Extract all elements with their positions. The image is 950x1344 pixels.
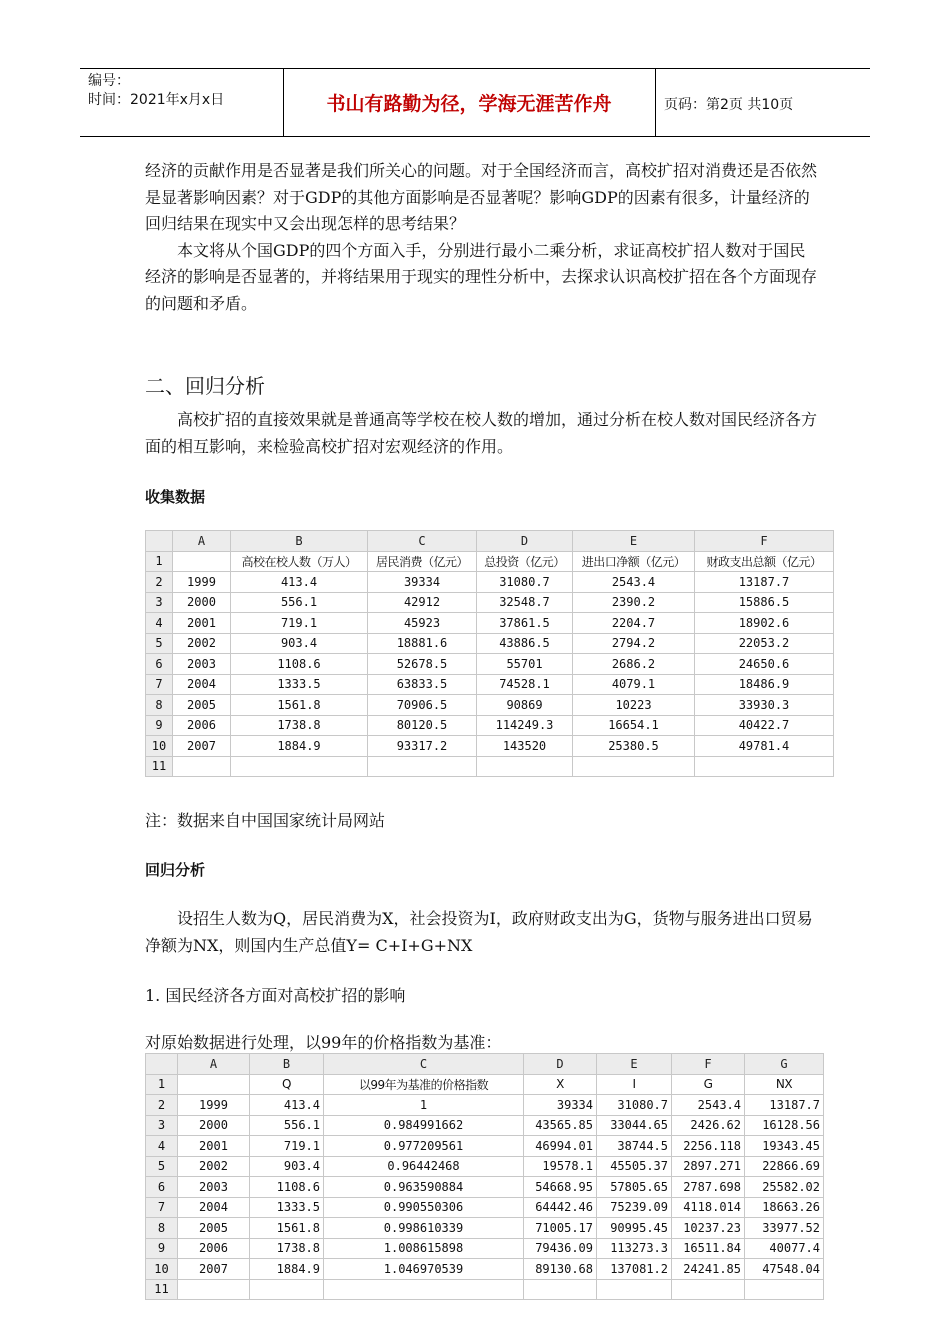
column-letter: F: [695, 531, 834, 552]
table-cell: 1738.8: [250, 1238, 324, 1259]
table-cell: 89130.68: [524, 1259, 597, 1280]
table-cell: 46994.01: [524, 1136, 597, 1157]
table-cell: 22866.69: [745, 1156, 824, 1177]
column-header: 高校在校人数（万人）: [231, 551, 368, 572]
table-row: [146, 695, 834, 716]
table-cell: [178, 1279, 250, 1300]
table-cell: 90995.45: [597, 1218, 672, 1239]
table-row: [146, 1218, 824, 1239]
column-header: 总投资（亿元）: [477, 551, 573, 572]
header-bottom-rule: [80, 136, 870, 137]
table-cell: 32548.7: [477, 592, 573, 613]
column-letter: F: [672, 1054, 745, 1075]
row-number: 3: [146, 1115, 178, 1136]
table-cell: 39334: [368, 572, 477, 593]
row-number: 6: [146, 654, 173, 675]
table-cell: 413.4: [250, 1095, 324, 1116]
table-cell: 113273.3: [597, 1238, 672, 1259]
table-row: [146, 1279, 824, 1300]
table-cell: 18881.6: [368, 633, 477, 654]
table-cell: 43886.5: [477, 633, 573, 654]
table-cell: 2686.2: [573, 654, 695, 675]
column-header: I: [597, 1074, 672, 1095]
table-cell: 13187.7: [745, 1095, 824, 1116]
section-paragraph: 高校扩招的直接效果就是普通高等学校在校人数的增加，通过分析在校人数对国民经济各方面的相互影响，来检验高校扩招对宏观经济的作用。: [145, 410, 818, 456]
table-cell: 40422.7: [695, 715, 834, 736]
table-cell: 47548.04: [745, 1259, 824, 1280]
table-cell: 45505.37: [597, 1156, 672, 1177]
table-cell: 16654.1: [573, 715, 695, 736]
table-row: [146, 674, 834, 695]
table-row: [146, 592, 834, 613]
column-letter: B: [231, 531, 368, 552]
column-header: G: [672, 1074, 745, 1095]
header-meta: [88, 72, 224, 110]
table-row: [146, 1156, 824, 1177]
table-cell: 40077.4: [745, 1238, 824, 1259]
table-cell: 719.1: [231, 613, 368, 634]
intro-paragraph-2: 本文将从个国GDP的四个方面入手，分别进行最小二乘分析，求证高校扩招人数对于国民经济的影响是否显著的，并将结果用于现实的理性分析中，去探求认识高校扩招在各个方面现存的问题和矛盾。: [145, 240, 818, 313]
table-cell: 25380.5: [573, 736, 695, 757]
table-cell: [672, 1279, 745, 1300]
header-divider-2: [655, 68, 656, 136]
table-cell: 25582.02: [745, 1177, 824, 1198]
table-row: [146, 1115, 824, 1136]
table-cell: 39334: [524, 1095, 597, 1116]
row-number: 5: [146, 1156, 178, 1177]
table-cell: 57805.65: [597, 1177, 672, 1198]
table-row: [146, 736, 834, 757]
table-cell: 37861.5: [477, 613, 573, 634]
table-cell: 63833.5: [368, 674, 477, 695]
item-1-title: 1. 国民经济各方面对高校扩招的影响: [145, 986, 406, 1005]
column-header: 进出口净额（亿元）: [573, 551, 695, 572]
price-adjusted-table: [145, 1053, 824, 1300]
table-cell: 16128.56: [745, 1115, 824, 1136]
table-cell: 33044.65: [597, 1115, 672, 1136]
column-letter-row: [146, 531, 834, 552]
table-cell: [250, 1279, 324, 1300]
table-cell: 1884.9: [250, 1259, 324, 1280]
table-cell: 903.4: [231, 633, 368, 654]
table-cell: 2006: [178, 1238, 250, 1259]
table-cell: 0.998610339: [324, 1218, 524, 1239]
table-cell: [695, 756, 834, 777]
table-cell: 2001: [178, 1136, 250, 1157]
table-cell: 1999: [173, 572, 231, 593]
table-cell: 42912: [368, 592, 477, 613]
row-number: 4: [146, 1136, 178, 1157]
table-header-row: [146, 551, 834, 572]
table-cell: 18486.9: [695, 674, 834, 695]
column-letter: A: [173, 531, 231, 552]
row-number: 11: [146, 756, 173, 777]
table-cell: 2543.4: [672, 1095, 745, 1116]
table-row: [146, 1177, 824, 1198]
table-cell: 2001: [173, 613, 231, 634]
table-cell: 1999: [178, 1095, 250, 1116]
table-cell: 18902.6: [695, 613, 834, 634]
table-cell: [324, 1279, 524, 1300]
table-cell: 18663.26: [745, 1197, 824, 1218]
table-cell: [368, 756, 477, 777]
table-cell: 1561.8: [250, 1218, 324, 1239]
column-letter: E: [597, 1054, 672, 1075]
table-cell: [597, 1279, 672, 1300]
table-cell: 137081.2: [597, 1259, 672, 1280]
table-cell: 64442.46: [524, 1197, 597, 1218]
table-cell: 24241.85: [672, 1259, 745, 1280]
table-cell: 22053.2: [695, 633, 834, 654]
row-number: 7: [146, 674, 173, 695]
table-cell: 2543.4: [573, 572, 695, 593]
table-row: [146, 756, 834, 777]
column-header: [173, 551, 231, 572]
table-cell: 4118.014: [672, 1197, 745, 1218]
table-row: [146, 633, 834, 654]
row-number: 11: [146, 1279, 178, 1300]
table-row: [146, 1095, 824, 1116]
table-row: [146, 715, 834, 736]
table-cell: 2004: [178, 1197, 250, 1218]
table-cell: 55701: [477, 654, 573, 675]
table-row: [146, 1197, 824, 1218]
table-cell: 0.990550306: [324, 1197, 524, 1218]
table-cell: 556.1: [231, 592, 368, 613]
page-info: 页码：第2页 共10页: [664, 97, 794, 113]
column-header: [178, 1074, 250, 1095]
table-cell: 556.1: [250, 1115, 324, 1136]
table-row: [146, 613, 834, 634]
table-cell: 52678.5: [368, 654, 477, 675]
column-header: 财政支出总额（亿元）: [695, 551, 834, 572]
table-cell: 2204.7: [573, 613, 695, 634]
table-cell: 1: [324, 1095, 524, 1116]
table-cell: 43565.85: [524, 1115, 597, 1136]
table-cell: 2005: [178, 1218, 250, 1239]
row-number: 2: [146, 1095, 178, 1116]
collect-data-heading: 收集数据: [145, 488, 206, 506]
table-cell: 13187.7: [695, 572, 834, 593]
table-cell: [477, 756, 573, 777]
table-cell: 114249.3: [477, 715, 573, 736]
row-number: 10: [146, 1259, 178, 1280]
data-source-note: 注：数据来自中国国家统计局网站: [145, 811, 386, 830]
table-cell: 2000: [178, 1115, 250, 1136]
table-cell: 33977.52: [745, 1218, 824, 1239]
table-cell: 80120.5: [368, 715, 477, 736]
column-letter: E: [573, 531, 695, 552]
table-cell: 70906.5: [368, 695, 477, 716]
row-number: 1: [146, 551, 173, 572]
header-motto: 书山有路勤为径，学海无涯苦作舟: [326, 92, 612, 115]
row-number: 3: [146, 592, 173, 613]
table-cell: 413.4: [231, 572, 368, 593]
table-cell: 1.046970539: [324, 1259, 524, 1280]
table-cell: 49781.4: [695, 736, 834, 757]
table-cell: 1333.5: [231, 674, 368, 695]
table-cell: 2787.698: [672, 1177, 745, 1198]
table-cell: 719.1: [250, 1136, 324, 1157]
table-cell: 2390.2: [573, 592, 695, 613]
table-cell: 10223: [573, 695, 695, 716]
table-cell: 4079.1: [573, 674, 695, 695]
row-number: 2: [146, 572, 173, 593]
table-row: [146, 1238, 824, 1259]
table-cell: 1561.8: [231, 695, 368, 716]
table-cell: 31080.7: [477, 572, 573, 593]
table-cell: 10237.23: [672, 1218, 745, 1239]
column-letter: C: [368, 531, 477, 552]
column-letter: G: [745, 1054, 824, 1075]
table-cell: 19343.45: [745, 1136, 824, 1157]
intro-text: [145, 158, 820, 317]
column-letter: D: [524, 1054, 597, 1075]
table-cell: 143520: [477, 736, 573, 757]
table-cell: 1738.8: [231, 715, 368, 736]
table-cell: 903.4: [250, 1156, 324, 1177]
table-cell: 2794.2: [573, 633, 695, 654]
table-cell: 45923: [368, 613, 477, 634]
column-header: Q: [250, 1074, 324, 1095]
row-number: 6: [146, 1177, 178, 1198]
table-cell: 2006: [173, 715, 231, 736]
table-cell: 79436.09: [524, 1238, 597, 1259]
row-number: 7: [146, 1197, 178, 1218]
table-cell: 16511.84: [672, 1238, 745, 1259]
number-label: 编号：: [88, 73, 130, 89]
table-cell: [231, 756, 368, 777]
row-number: 10: [146, 736, 173, 757]
row-number: 1: [146, 1074, 178, 1095]
table-cell: 24650.6: [695, 654, 834, 675]
table-cell: 1108.6: [250, 1177, 324, 1198]
table-cell: 1884.9: [231, 736, 368, 757]
column-header: 以99年为基准的价格指数: [324, 1074, 524, 1095]
table-cell: 19578.1: [524, 1156, 597, 1177]
table-cell: 2000: [173, 592, 231, 613]
table-cell: 38744.5: [597, 1136, 672, 1157]
table-cell: 71005.17: [524, 1218, 597, 1239]
table-row: [146, 1136, 824, 1157]
table-cell: 2004: [173, 674, 231, 695]
table-cell: [524, 1279, 597, 1300]
table-cell: 2007: [178, 1259, 250, 1280]
table-cell: 1.008615898: [324, 1238, 524, 1259]
column-letter: C: [324, 1054, 524, 1075]
table-cell: [745, 1279, 824, 1300]
table-cell: 15886.5: [695, 592, 834, 613]
table-cell: 75239.09: [597, 1197, 672, 1218]
column-letter: D: [477, 531, 573, 552]
table-cell: 2002: [178, 1156, 250, 1177]
table-cell: 2897.271: [672, 1156, 745, 1177]
table-cell: 1108.6: [231, 654, 368, 675]
time-label: 时间：2021年x月x日: [88, 92, 225, 108]
intro-paragraph-1: 经济的贡献作用是否显著是我们所关心的问题。对于全国经济而言，高校扩招对消费还是否依然是显著影响因素？对于GDP的其他方面影响是否显著呢？影响GDP的因素有很多，计量经济的回归结果在现实中又会出现怎样的思考结果？: [145, 161, 818, 233]
raw-data-table: [145, 530, 834, 777]
table-cell: 2005: [173, 695, 231, 716]
table-cell: 90869: [477, 695, 573, 716]
column-header: X: [524, 1074, 597, 1095]
table-cell: 2003: [173, 654, 231, 675]
table-cell: 54668.95: [524, 1177, 597, 1198]
table-cell: 0.977209561: [324, 1136, 524, 1157]
table-cell: 93317.2: [368, 736, 477, 757]
table-row: [146, 1259, 824, 1280]
table-cell: 0.96442468: [324, 1156, 524, 1177]
table-row: [146, 654, 834, 675]
process-note: 对原始数据进行处理，以99年的价格指数为基准：: [145, 1033, 502, 1052]
table-cell: 31080.7: [597, 1095, 672, 1116]
row-number: 9: [146, 1238, 178, 1259]
section-title: 二、回归分析: [145, 374, 265, 398]
table-cell: 2256.118: [672, 1136, 745, 1157]
table-cell: 2003: [178, 1177, 250, 1198]
column-letter: B: [250, 1054, 324, 1075]
table-header-row: [146, 1074, 824, 1095]
regression-heading: 回归分析: [145, 861, 206, 879]
row-number: 9: [146, 715, 173, 736]
row-number: 4: [146, 613, 173, 634]
table-cell: [573, 756, 695, 777]
column-letter-row: [146, 1054, 824, 1075]
row-number: 5: [146, 633, 173, 654]
row-number: 8: [146, 1218, 178, 1239]
table-cell: 2007: [173, 736, 231, 757]
table-cell: 0.963590884: [324, 1177, 524, 1198]
row-number: 8: [146, 695, 173, 716]
table-cell: 2002: [173, 633, 231, 654]
regression-paragraph: 设招生人数为Q，居民消费为X，社会投资为I，政府财政支出为G，货物与服务进出口贸易净额为NX，则国内生产总值Y= C+I+G+NX: [145, 909, 813, 955]
table-cell: 2426.62: [672, 1115, 745, 1136]
table-cell: [173, 756, 231, 777]
column-letter: A: [178, 1054, 250, 1075]
table-cell: 33930.3: [695, 695, 834, 716]
table-cell: 0.984991662: [324, 1115, 524, 1136]
table-cell: 1333.5: [250, 1197, 324, 1218]
column-letter: [146, 531, 173, 552]
table-row: [146, 572, 834, 593]
column-letter: [146, 1054, 178, 1075]
column-header: NX: [745, 1074, 824, 1095]
column-header: 居民消费（亿元）: [368, 551, 477, 572]
table-cell: 74528.1: [477, 674, 573, 695]
